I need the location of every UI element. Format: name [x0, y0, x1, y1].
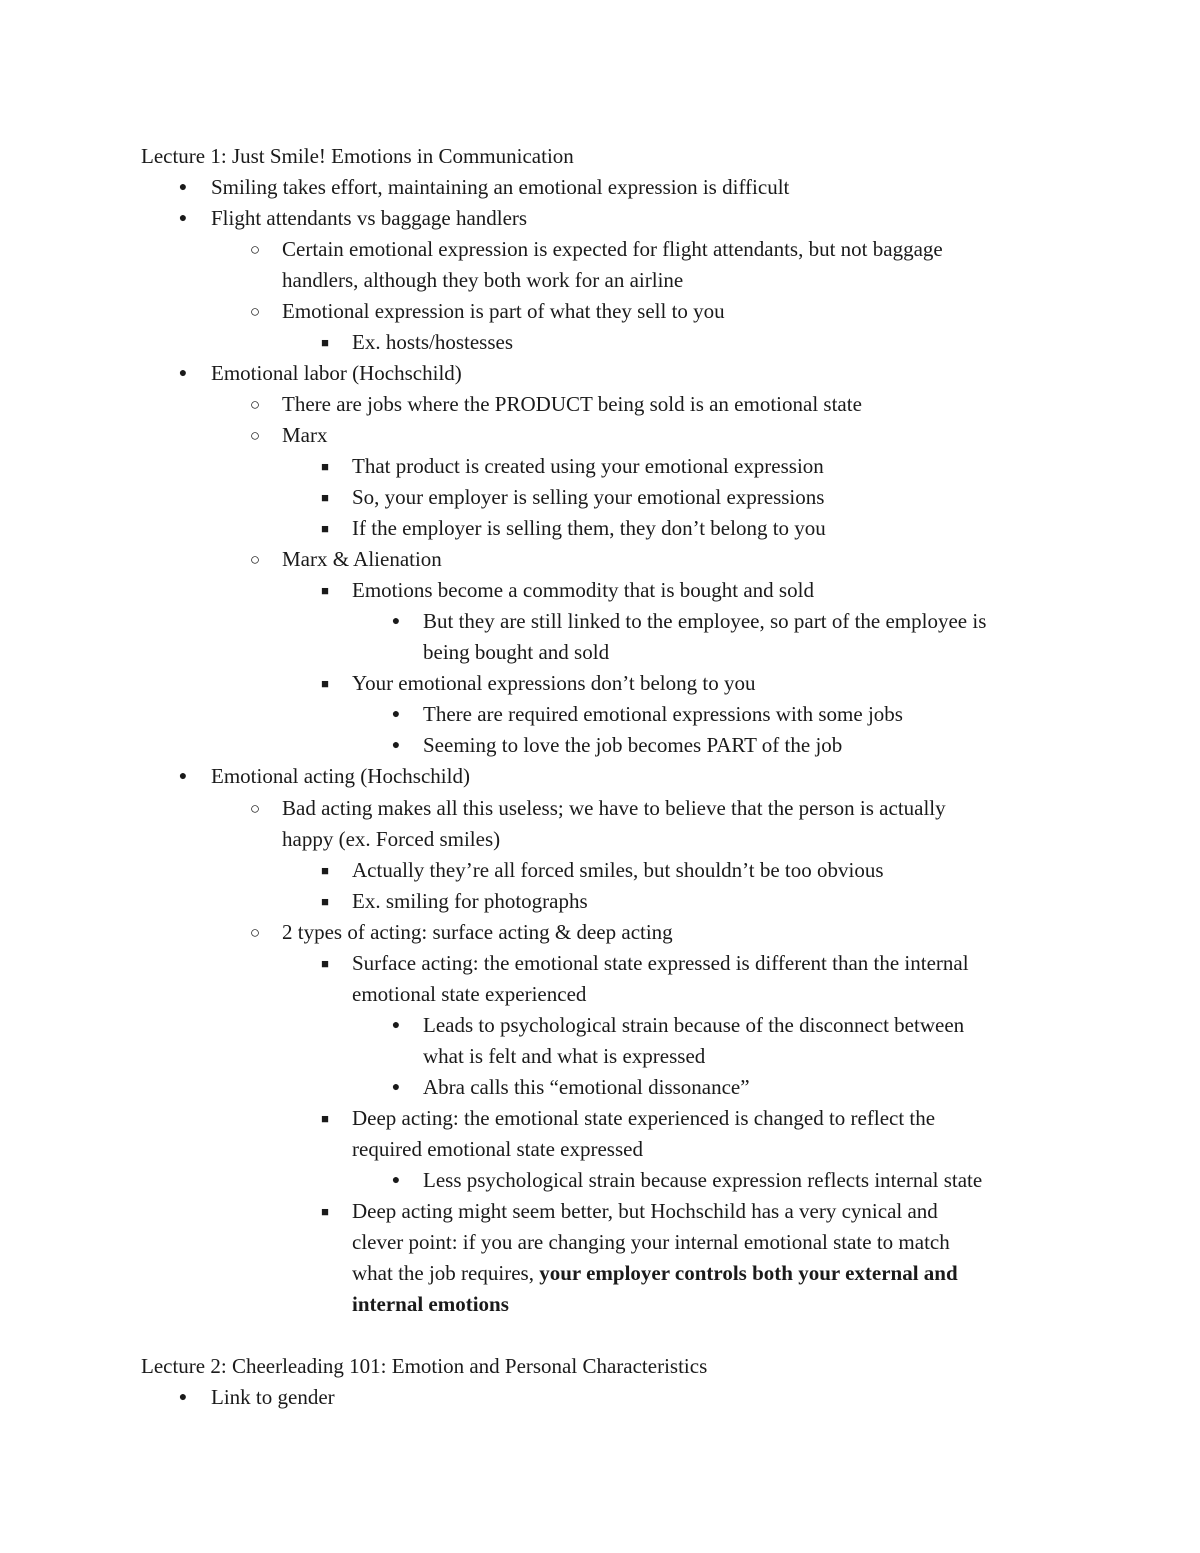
list-item: Marx: [282, 423, 328, 447]
bullet-icon: ●: [391, 738, 401, 753]
bullet-icon: ●: [178, 211, 188, 226]
list-item: Deep acting might seem better, but Hochschild has a very cynical and: [352, 1199, 938, 1223]
lecture1-title: Lecture 1: Just Smile! Emotions in Communication: [141, 144, 574, 168]
plain-text: what the job requires,: [352, 1261, 534, 1285]
list-item: 2 types of acting: surface acting & deep acting: [282, 920, 673, 944]
list-item: But they are still linked to the employee, so part of the employee is: [423, 609, 987, 633]
list-item-continuation: clever point: if you are changing your internal emotional state to match: [352, 1230, 950, 1254]
lecture2-title: Lecture 2: Cheerleading 101: Emotion and Personal Characteristics: [141, 1354, 708, 1378]
list-item: Ex. hosts/hostesses: [352, 330, 514, 354]
square-bullet-icon: ■: [321, 956, 329, 971]
square-bullet-icon: ■: [321, 583, 329, 598]
bullet-icon: ●: [391, 1080, 401, 1095]
list-item: Deep acting: the emotional state experienced is changed to reflect the: [352, 1106, 936, 1130]
list-item: Less psychological strain because expression reflects internal state: [423, 1168, 983, 1192]
list-item: Emotional labor (Hochschild): [211, 361, 462, 385]
square-bullet-icon: ■: [321, 521, 329, 536]
bullet-icon: ●: [178, 1390, 188, 1405]
bold-emphasis: your employer controls both your external and: [539, 1261, 958, 1285]
hollow-bullet-icon: ○: [249, 550, 261, 569]
hollow-bullet-icon: ○: [249, 426, 261, 445]
list-item: So, your employer is selling your emotional expressions: [352, 485, 825, 509]
square-bullet-icon: ■: [321, 1111, 329, 1126]
hollow-bullet-icon: ○: [249, 799, 261, 818]
list-item: Ex. smiling for photographs: [352, 889, 588, 913]
list-item: Certain emotional expression is expected for flight attendants, but not baggage: [282, 237, 943, 261]
list-item-continuation: handlers, although they both work for an airline: [282, 268, 684, 292]
list-item-continuation: being bought and sold: [423, 640, 610, 664]
list-item: Surface acting: the emotional state expressed is different than the internal: [352, 951, 969, 975]
list-item: Your emotional expressions don’t belong to you: [352, 671, 756, 695]
bullet-icon: ●: [391, 1018, 401, 1033]
list-item-continuation: [352, 1289, 509, 1320]
square-bullet-icon: ■: [321, 490, 329, 505]
bullet-icon: ●: [178, 769, 188, 784]
square-bullet-icon: ■: [321, 335, 329, 350]
list-item: Seeming to love the job becomes PART of the job: [423, 733, 843, 757]
hollow-bullet-icon: ○: [249, 923, 261, 942]
bullet-icon: ●: [391, 707, 401, 722]
list-item: Abra calls this “emotional dissonance”: [423, 1075, 750, 1099]
square-bullet-icon: ■: [321, 676, 329, 691]
list-item: If the employer is selling them, they don’t belong to you: [352, 516, 826, 540]
square-bullet-icon: ■: [321, 894, 329, 909]
bullet-icon: ●: [178, 366, 188, 381]
square-bullet-icon: ■: [321, 1204, 329, 1219]
list-item-continuation: emotional state experienced: [352, 982, 587, 1006]
hollow-bullet-icon: ○: [249, 240, 261, 259]
list-item-continuation: [352, 1258, 958, 1289]
bullet-icon: ●: [391, 614, 401, 629]
list-item: Leads to psychological strain because of the disconnect between: [423, 1013, 965, 1037]
list-item: Link to gender: [211, 1385, 335, 1409]
list-item: Emotional expression is part of what they sell to you: [282, 299, 725, 323]
list-item: Actually they’re all forced smiles, but shouldn’t be too obvious: [352, 858, 884, 882]
square-bullet-icon: ■: [321, 459, 329, 474]
list-item: Emotional acting (Hochschild): [211, 764, 470, 788]
list-item-continuation: what is felt and what is expressed: [423, 1044, 706, 1068]
list-item: There are required emotional expressions with some jobs: [423, 702, 903, 726]
list-item-continuation: required emotional state expressed: [352, 1137, 643, 1161]
hollow-bullet-icon: ○: [249, 395, 261, 414]
list-item: Marx & Alienation: [282, 547, 442, 571]
list-item: There are jobs where the PRODUCT being sold is an emotional state: [282, 392, 862, 416]
list-item: Emotions become a commodity that is bought and sold: [352, 578, 814, 602]
list-item: That product is created using your emotional expression: [352, 454, 824, 478]
list-item-continuation: happy (ex. Forced smiles): [282, 827, 501, 851]
bold-emphasis: internal emotions: [352, 1292, 509, 1316]
list-item: Bad acting makes all this useless; we have to believe that the person is actually: [282, 796, 946, 820]
list-item: Smiling takes effort, maintaining an emotional expression is difficult: [211, 175, 790, 199]
bullet-icon: ●: [391, 1173, 401, 1188]
bullet-icon: ●: [178, 180, 188, 195]
hollow-bullet-icon: ○: [249, 302, 261, 321]
list-item: Flight attendants vs baggage handlers: [211, 206, 528, 230]
square-bullet-icon: ■: [321, 863, 329, 878]
